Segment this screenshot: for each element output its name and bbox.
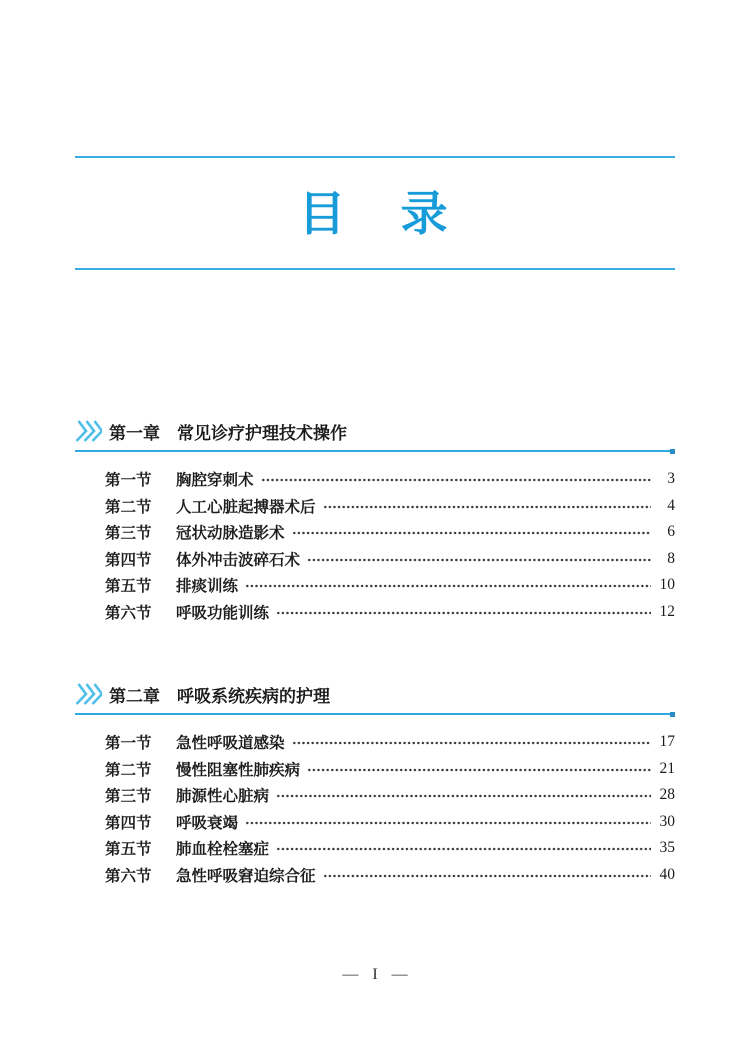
section-label: 第五节 — [105, 578, 152, 596]
page-footer — [0, 966, 750, 984]
section-label: 第五节 — [105, 841, 152, 859]
section-label: 第四节 — [105, 551, 152, 569]
section-title: 人工心脏起搏器术后 — [176, 498, 316, 516]
dot-leader — [261, 473, 651, 487]
toc-entry — [105, 862, 675, 889]
chapter-2-sections — [75, 729, 675, 888]
divider-endcap — [670, 449, 675, 454]
chapter-1-heading — [75, 418, 675, 444]
dot-leader — [276, 606, 651, 620]
section-label: 第三节 — [105, 788, 152, 806]
toc-entry — [105, 599, 675, 626]
section-title: 肺源性心脏病 — [176, 788, 270, 806]
toc-entry — [105, 519, 675, 546]
dot-leader — [323, 869, 651, 883]
dot-leader — [307, 553, 651, 567]
page-title: 目 录 — [298, 186, 452, 240]
section-title: 胸腔穿刺术 — [176, 472, 254, 490]
section-title: 体外冲击波碎石术 — [176, 551, 301, 569]
section-title: 呼吸衰竭 — [176, 814, 239, 832]
folio: — I — — [342, 966, 408, 983]
triple-chevron-icon — [75, 420, 102, 442]
section-label: 第三节 — [105, 525, 152, 543]
toc-entry — [105, 466, 675, 493]
dot-leader — [292, 526, 651, 540]
section-page-number: 10 — [659, 576, 675, 594]
chapter-2 — [75, 681, 675, 888]
section-label: 第六节 — [105, 604, 152, 622]
toc-title-block — [75, 156, 675, 270]
triple-chevron-icon — [75, 683, 102, 705]
toc-entry — [105, 835, 675, 862]
section-title: 慢性阻塞性肺疾病 — [176, 761, 301, 779]
section-title: 急性呼吸道感染 — [176, 735, 285, 753]
toc-entry — [105, 572, 675, 599]
section-label: 第一节 — [105, 735, 152, 753]
dot-leader — [276, 842, 651, 856]
section-page-number: 35 — [659, 839, 675, 857]
section-page-number: 3 — [667, 470, 675, 488]
dot-leader — [276, 789, 651, 803]
chapter-2-heading — [75, 681, 675, 707]
section-page-number: 12 — [659, 602, 675, 620]
chapter-title: 呼吸系统疾病的护理 — [177, 686, 330, 706]
section-page-number: 4 — [667, 496, 675, 514]
section-title: 冠状动脉造影术 — [176, 525, 285, 543]
dot-leader — [245, 579, 651, 593]
divider-endcap — [670, 712, 675, 717]
toc-entry — [105, 809, 675, 836]
chapter-divider — [75, 450, 675, 452]
toc-entry — [105, 493, 675, 520]
section-page-number: 17 — [659, 733, 675, 751]
chapter-label: 第一章 — [109, 423, 160, 443]
toc-entry — [105, 782, 675, 809]
section-page-number: 6 — [667, 523, 675, 541]
toc-entry — [105, 756, 675, 783]
section-label: 第四节 — [105, 814, 152, 832]
dot-leader — [307, 763, 651, 777]
chapter-1 — [75, 418, 675, 625]
section-label: 第二节 — [105, 498, 152, 516]
section-page-number: 28 — [659, 786, 675, 804]
section-label: 第一节 — [105, 472, 152, 490]
section-title: 呼吸功能训练 — [176, 604, 270, 622]
section-title: 排痰训练 — [176, 578, 239, 596]
toc-entry — [105, 729, 675, 756]
chapter-label: 第二章 — [109, 686, 160, 706]
section-page-number: 30 — [659, 812, 675, 830]
section-label: 第二节 — [105, 761, 152, 779]
chapter-1-sections — [75, 466, 675, 625]
section-page-number: 21 — [659, 759, 675, 777]
section-title: 急性呼吸窘迫综合征 — [176, 867, 316, 885]
section-page-number: 40 — [659, 865, 675, 883]
chapter-title: 常见诊疗护理技术操作 — [177, 423, 347, 443]
toc-entry — [105, 546, 675, 573]
dot-leader — [292, 736, 651, 750]
section-page-number: 8 — [667, 549, 675, 567]
section-title: 肺血栓栓塞症 — [176, 841, 270, 859]
dot-leader — [245, 816, 651, 830]
toc-content — [75, 418, 675, 888]
section-label: 第六节 — [105, 867, 152, 885]
chapter-divider — [75, 713, 675, 715]
dot-leader — [323, 500, 651, 514]
